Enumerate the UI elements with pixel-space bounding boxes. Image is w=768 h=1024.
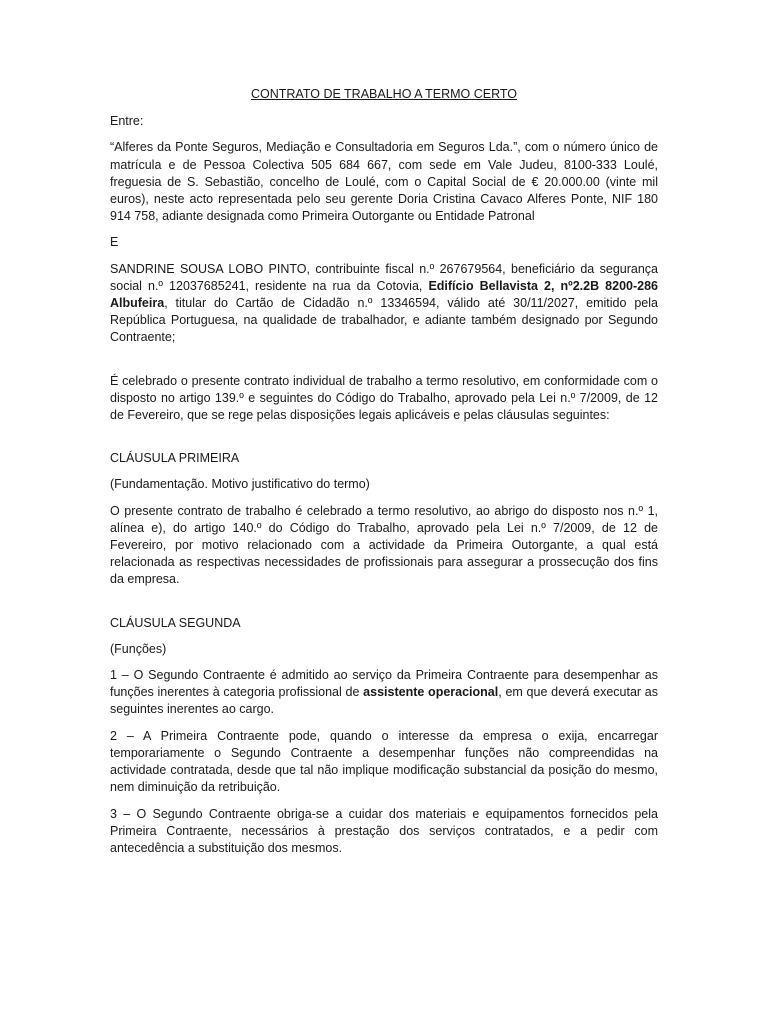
clause1-heading: CLÁUSULA PRIMEIRA [110,451,240,466]
clause1-text: O presente contrato de trabalho é celebrado a termo resolutivo, ao abrigo do disposto nos n.º 1, alínea e), do artigo 140.º do Código do Trabalho, aprovado pela Lei n.º 7/2009, de 12 de Fevereiro, por motivo relacionado com a actividade da Primeira Outorgante, a qual está relacionada as respectivas necessidades de profissionais para assegurar a prossecução dos fins da empresa. [110,503,658,587]
clause2-heading: CLÁUSULA SEGUNDA [110,615,241,630]
clause2-category-bold: assistente operacional [363,685,499,700]
between-label: Entre: [110,114,144,129]
party1-paragraph: “Alferes da Ponte Seguros, Mediação e Consultadoria em Seguros Lda.”, com o número único de matrícula e de Pessoa Colectiva 505 684 667, com sede em Vale Judeu, 8100-333 Loulé, freguesia de S. Sebastião, concelho de Loulé, com o Capital Social de € 20.000.00 (vinte mil euros), neste acto representada pelo seu gerente Doria Cristina Cavaco Alferes Ponte, NIF 180 914 758, adiante designada como Primeira Outorgante ou Entidade Patronal [110,140,658,224]
clause2-item2: 2 – A Primeira Contraente pode, quando o interesse da empresa o exija, encarregar temporariamente o Segundo Contraente a desempenhar funções não compreendidas na actividade contratada, desde que tal não implique modificação substancial da posição do mesmo, nem diminuição da retribuição. [110,728,658,795]
clause2-item1 [110,667,658,719]
clause2-item3: 3 – O Segundo Contraente obriga-se a cuidar dos materiais e equipamentos fornecidos pela Primeira Contraente, necessários à prestação dos serviços contratados, e a pedir com antecedência a substituição dos mesmos. [110,806,658,855]
party2-paragraph [110,261,658,347]
clause2-item1-end: , em que deverá executar as seguintes inerentes ao cargo. [110,685,659,717]
party2-text-start: SANDRINE SOUSA LOBO PINTO, contribuinte fiscal n.º 267679564, beneficiário da segurança social n.º 12037685241, residente na rua da Cotovia, [110,261,658,293]
document-title: CONTRATO DE TRABALHO A TERMO CERTO [250,87,518,101]
preamble-paragraph: É celebrado o presente contrato individual de trabalho a termo resolutivo, em conformidade com o disposto no artigo 139.º e seguintes do Código do Trabalho, aprovado pela Lei n.º 7/2009, de 12 de Fevereiro, que se rege pelas disposições legais aplicáveis e pelas cláusulas seguintes: [110,373,658,423]
party2-address-bold: Edifício Bellavista 2, nº2.2B 8200-286 Albufeira [110,278,658,311]
and-label: E [110,235,119,250]
clause1-subheading: (Fundamentação. Motivo justificativo do termo) [110,477,370,492]
clause2-item1-start: 1 – O Segundo Contraente é admitido ao serviço da Primeira Contraente para desempenhar as funções inerentes à categoria profissional de [110,668,658,700]
clause2-subheading: (Funções) [110,641,167,656]
party2-text-end: , titular do Cartão de Cidadão n.º 13346594, válido até 30/11/2027, emitido pela República Portuguesa, na qualidade de trabalhador, e adiante também designado por Segundo Contraente; [110,296,658,345]
